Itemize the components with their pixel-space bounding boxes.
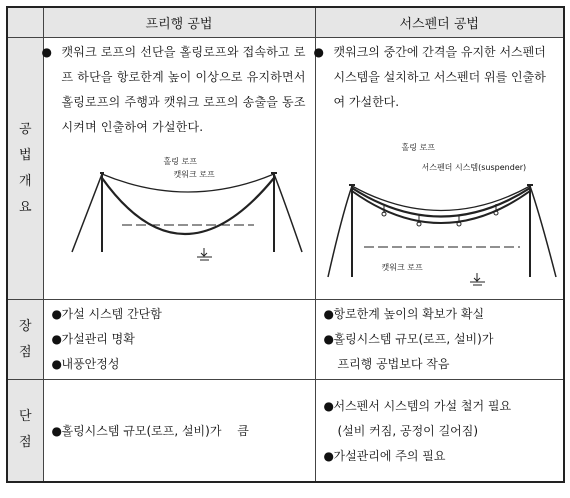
overview-freehang-text: ● 캣워크 로프의 선단을 홀링로프와 접속하고 로프 하단을 항로한계 높이 이상으로 유지하면서 홀링로프의 주행과 캣워크 로프의 송출을 동조시켜며 인출하여 가설한다. — [52, 40, 307, 140]
comparison-table-wrapper — [6, 6, 563, 493]
suspender-label-hauling: 홀링 로프 — [401, 143, 435, 152]
suspender-label-catwalk: 캣워크 로프 — [381, 263, 423, 272]
header-row — [7, 7, 564, 38]
freehang-label-catwalk: 캣워크 로프 — [173, 170, 215, 179]
suspender-diagram — [324, 143, 556, 295]
overview-suspender-text: ● 캣워크의 중간에 간격을 유지한 서스펜더 시스템을 설치하고 서스펜더 위를 인출하여 가설한다. — [324, 40, 556, 115]
merit-freehang-cell — [43, 300, 315, 380]
merit-freehang-item: ●가설관리 명확 — [51, 332, 135, 346]
demerit-row — [7, 380, 564, 482]
freehang-label-hauling: 홀링 로프 — [163, 157, 197, 166]
demerit-suspender-item: ●서스펜서 시스템의 가설 철거 필요 — [323, 398, 512, 413]
demerit-label-text: 단 점 — [18, 409, 32, 451]
demerit-freehang-item: ●홀링시스템 규모(로프, 설비)가 큼 — [51, 423, 249, 438]
demerit-suspender-cell — [315, 380, 564, 482]
merit-freehang-item: ●가설 시스템 간단함 — [51, 307, 162, 321]
header-corner — [7, 7, 43, 38]
suspender-diagram-svg — [324, 155, 559, 295]
overview-row — [7, 38, 564, 300]
merit-suspender-cell — [315, 300, 564, 380]
merit-label — [7, 300, 43, 380]
overview-suspender-cell — [315, 38, 564, 300]
bullet-icon: ● — [41, 45, 53, 59]
overview-label-text: 공 법 개 요 — [18, 121, 32, 215]
header-freehang: 프리행 공법 — [43, 7, 315, 38]
suspender-label-suspender: 서스펜더 시스템(suspender) — [421, 163, 527, 172]
demerit-suspender-item-cont: (설비 커짐, 공정이 길어짐) — [337, 423, 479, 438]
comparison-table — [6, 6, 565, 483]
merit-suspender-item: ●홀링시스템 규모(로프, 설비)가 — [323, 332, 494, 346]
merit-freehang-item: ●내풍안정성 — [51, 357, 120, 371]
merit-label-text: 장 점 — [18, 318, 32, 360]
demerit-label — [7, 380, 43, 482]
merit-suspender-item: ●항로한계 높이의 확보가 확실 — [323, 307, 485, 321]
demerit-freehang-cell — [43, 380, 315, 482]
bullet-icon: ● — [313, 45, 324, 59]
demerit-suspender-item: ●가설관리에 주의 필요 — [323, 448, 446, 463]
merit-row — [7, 300, 564, 380]
merit-suspender-item-cont: 프리행 공법보다 작음 — [337, 357, 450, 371]
overview-label — [7, 38, 43, 300]
freehang-diagram — [52, 140, 307, 266]
overview-freehang-cell — [43, 38, 315, 300]
header-suspender: 서스펜더 공법 — [315, 7, 564, 38]
